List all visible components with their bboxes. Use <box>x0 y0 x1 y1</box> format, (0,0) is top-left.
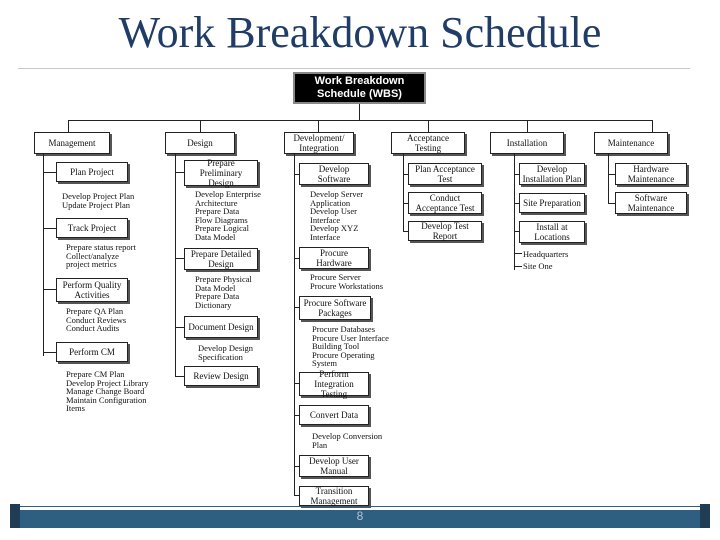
detailed-design-subtasks <box>195 275 252 309</box>
task-preliminary-design: Prepare Preliminary Design <box>184 160 258 186</box>
subtask: Procure Operating <box>312 349 375 360</box>
subtask: Data Model <box>195 231 236 242</box>
subtask: Headquarters <box>523 249 569 259</box>
connector <box>175 376 184 377</box>
connector <box>608 203 615 204</box>
slide-title: Work Breakdown Schedule <box>118 8 602 57</box>
subtask: Prepare Logical <box>195 223 250 233</box>
footer-divider <box>18 506 702 507</box>
subtask: Procure Server <box>310 272 361 282</box>
category-management: Management <box>34 132 110 154</box>
category-installation: Installation <box>490 132 564 154</box>
subtask: Update Project Plan <box>62 199 130 210</box>
subtask: Prepare status report <box>66 242 136 252</box>
subtask: Develop User <box>310 206 357 216</box>
subtask: Collect/analyze <box>66 250 119 261</box>
subtask: Procure Workstations <box>310 280 384 291</box>
category-maintenance: Maintenance <box>594 132 668 154</box>
task-convert-data: Convert Data <box>299 405 369 425</box>
subtask: Develop Project Library <box>66 377 149 388</box>
connector <box>294 154 295 496</box>
wbs-root-box: Work Breakdown Schedule (WBS) <box>293 72 426 104</box>
task-procure-hardware: Procure Hardware <box>299 247 369 269</box>
subtask: Develop Conversion <box>312 431 383 441</box>
connector <box>200 120 201 132</box>
subtask: Develop Project Plan <box>62 191 135 201</box>
document-design-subtasks <box>198 344 253 361</box>
task-site-preparation: Site Preparation <box>519 193 585 213</box>
connector <box>403 154 404 232</box>
subtask: Flow Diagrams <box>195 214 248 225</box>
title-divider <box>18 68 690 69</box>
subtask: Procure Databases <box>312 324 376 334</box>
task-develop-installation-plan: Develop Installation Plan <box>519 163 585 185</box>
connector <box>68 120 69 132</box>
task-install-at-locations: Install at Locations <box>519 221 585 243</box>
subtask: Data Model <box>195 282 236 293</box>
perform-quality-subtasks <box>66 307 126 333</box>
subtask: Site One <box>523 261 553 271</box>
category-acceptance: Acceptance Testing <box>391 132 465 154</box>
connector <box>175 327 184 328</box>
subtask: Items <box>66 403 85 413</box>
subtask: Prepare Data <box>195 291 240 301</box>
task-software-maintenance: Software Maintenance <box>615 192 687 214</box>
subtask: Application <box>310 197 351 208</box>
subtask: Prepare QA Plan <box>66 306 124 316</box>
connector <box>43 172 56 173</box>
task-develop-test-report: Develop Test Report <box>408 221 482 241</box>
procure-software-packages-subtasks <box>312 325 389 368</box>
task-perform-quality: Perform Quality Activities <box>56 278 128 302</box>
task-perform-integration-testing: Perform Integration Testing <box>299 372 369 396</box>
connector <box>175 154 176 376</box>
plan-project-subtasks <box>62 192 134 209</box>
subtask: Conduct Reviews <box>66 314 127 325</box>
task-hardware-maintenance: Hardware Maintenance <box>615 163 687 185</box>
task-conduct-acceptance-test: Conduct Acceptance Test <box>408 192 482 214</box>
task-perform-cm: Perform CM <box>56 342 128 362</box>
connector <box>175 172 184 173</box>
subtask: Prepare CM Plan <box>66 369 125 379</box>
task-detailed-design: Prepare Detailed Design <box>184 248 258 270</box>
task-develop-software: Develop Software <box>299 163 369 185</box>
subtask: Prepare Physical <box>195 274 252 284</box>
connector <box>43 154 44 356</box>
connector <box>428 120 429 132</box>
subtask: Manage Change Board <box>66 386 145 396</box>
task-transition-management: Transition Management <box>299 486 369 506</box>
connector <box>43 228 56 229</box>
connector <box>527 120 528 132</box>
develop-software-subtasks <box>310 190 363 241</box>
subtask: Develop Enterprise <box>195 189 261 199</box>
subtask: Interface <box>310 231 341 242</box>
connector <box>359 104 360 120</box>
task-plan-acceptance-test: Plan Acceptance Test <box>408 163 482 185</box>
perform-cm-subtasks <box>66 370 149 413</box>
connector <box>652 120 653 132</box>
task-document-design: Document Design <box>184 316 258 338</box>
connector <box>175 258 184 259</box>
category-design: Design <box>165 132 235 154</box>
connector <box>43 352 56 353</box>
connector <box>318 120 319 132</box>
task-procure-software-packages: Procure Software Packages <box>299 296 371 320</box>
subtask: Conduct Audits <box>66 323 120 333</box>
connector <box>68 120 652 121</box>
subtask: Prepare Data <box>195 206 240 216</box>
preliminary-design-subtasks <box>195 190 261 241</box>
connector <box>608 174 615 175</box>
subtask: Plan <box>312 439 328 450</box>
page-number: 8 <box>356 509 364 523</box>
connector <box>43 289 56 290</box>
subtask: System <box>312 358 338 368</box>
subtask: Procure User Interface <box>312 332 389 343</box>
subtask: Maintain Configuration <box>66 394 147 405</box>
category-development: Development/ Integration <box>284 132 354 154</box>
subtask: Interface <box>310 214 341 225</box>
task-track-project: Track Project <box>56 218 128 238</box>
connector <box>514 253 522 254</box>
subtask: Dictionary <box>195 299 232 310</box>
task-plan-project: Plan Project <box>56 162 128 182</box>
subtask: Develop XYZ <box>310 223 359 233</box>
install-locations-subtasks <box>523 248 568 272</box>
subtask: Develop Design <box>198 343 254 353</box>
track-project-subtasks <box>66 243 136 269</box>
connector <box>514 266 522 267</box>
subtask: project metrics <box>66 259 117 269</box>
task-develop-user-manual: Develop User Manual <box>299 455 369 477</box>
task-review-design: Review Design <box>184 366 258 386</box>
subtask: Building Tool <box>312 341 360 351</box>
subtask: Develop Server <box>310 189 364 199</box>
connector <box>608 154 609 204</box>
convert-data-subtasks <box>312 432 382 449</box>
procure-hardware-subtasks <box>310 273 383 290</box>
subtask: Architecture <box>195 197 238 208</box>
subtask: Specification <box>198 351 243 362</box>
